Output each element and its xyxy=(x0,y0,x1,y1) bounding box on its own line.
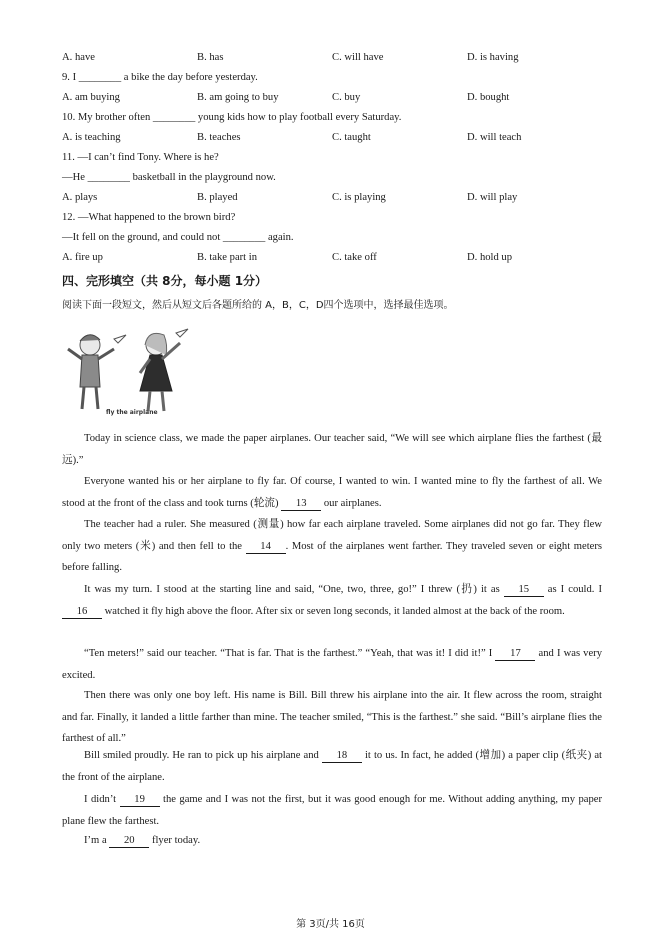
passage-paragraph-9 xyxy=(62,830,602,852)
blank-20: 20 xyxy=(109,835,149,848)
passage-text: “Ten meters!” said our teacher. “That is far. That is the farthest.” “Yeah, that was it! I did it!” I xyxy=(84,648,496,659)
q10-option-a: A. is teaching xyxy=(62,132,121,143)
blank-17: 17 xyxy=(495,648,535,661)
q8-option-a: A. have xyxy=(62,52,95,63)
q8-option-c: C. will have xyxy=(332,52,384,63)
q8-option-b: B. has xyxy=(197,52,224,63)
passage-paragraph-5 xyxy=(62,643,602,686)
page-footer: 第 3页/共 16页 xyxy=(296,919,365,930)
illustration-caption: fly the airplane xyxy=(106,409,158,416)
passage-text: . Most of the airplanes went farther. They traveled seven or eight meters before falling. xyxy=(62,540,602,573)
q10-option-d: D. will teach xyxy=(467,132,522,143)
passage-paragraph-1: Today in science class, we made the paper airplanes. Our teacher said, “We will see which airplane flies the farthest (最远).” xyxy=(62,433,602,466)
passage-text: Everyone wanted his or her airplane to fly far. Of course, I wanted to win. I wanted mine to fly the farthest of all. We stood at the front of the class and took turns (轮流) xyxy=(62,476,602,509)
passage-text: as I could. I xyxy=(543,584,602,595)
illustration-fly-airplane xyxy=(64,325,192,421)
q10-option-c: C. taught xyxy=(332,132,371,143)
q9-option-d: D. bought xyxy=(467,92,510,103)
passage-text: The teacher had a ruler. She measured (测量) how far each airplane traveled. Some airplanes did not go far. They flew only two meters (米) and then fell to the xyxy=(62,519,602,552)
q11-option-d: D. will play xyxy=(467,192,518,203)
passage-paragraph-3 xyxy=(62,514,602,579)
passage-text: our airplanes. xyxy=(321,497,382,509)
section-title: 四、完形填空（共 8分，每小题 1分） xyxy=(62,274,268,288)
q12-option-c: C. take off xyxy=(332,252,377,263)
q12-option-d: D. hold up xyxy=(467,252,513,263)
q9-option-c: C. buy xyxy=(332,92,361,103)
passage-text: Bill smiled proudly. He ran to pick up his airplane and xyxy=(84,750,322,761)
passage-text: watched it fly high above the floor. After six or seven long seconds, it landed almost at the back of the room. xyxy=(102,605,565,617)
q10-stem: 10. My brother often ________ young kids how to play football every Saturday. xyxy=(62,112,402,123)
passage-text: it to us. In fact, he added (增加) a paper clip (纸夹) at the front of the airplane. xyxy=(62,750,602,783)
passage-paragraph-6: Then there was only one boy left. His name is Bill. Bill threw his airplane into the air. It flew across the room, straight and far. Finally, it landed a little farther than mine. The teacher smiled, “This is the farthest.” she said. “Bill’s airplane flies the farthest of all.” xyxy=(62,690,602,744)
passage-paragraph-8 xyxy=(62,789,602,832)
q11-option-a: A. plays xyxy=(62,192,98,203)
q12-option-b: B. take part in xyxy=(197,252,258,263)
blank-19: 19 xyxy=(120,794,160,807)
q12-stem-1: 12. —What happened to the brown bird? xyxy=(62,212,236,223)
q11-option-b: B. played xyxy=(197,192,238,203)
q9-option-b: B. am going to buy xyxy=(197,92,279,103)
blank-15: 15 xyxy=(504,584,544,597)
blank-13: 13 xyxy=(281,498,321,511)
passage-text: flyer today. xyxy=(149,835,201,846)
passage-text: It was my turn. I stood at the starting line and said, “One, two, three, go!” I threw (扔) it as xyxy=(84,584,504,595)
q9-stem: 9. I ________ a bike the day before yesterday. xyxy=(62,72,258,83)
kids-airplane-drawing xyxy=(64,325,192,421)
passage-paragraph-2 xyxy=(62,471,602,514)
blank-16: 16 xyxy=(62,606,102,619)
q10-option-b: B. teaches xyxy=(197,132,241,143)
q9-option-a: A. am buying xyxy=(62,92,120,103)
passage-text: I didn’t xyxy=(84,794,120,805)
passage-text: the game and I was not the first, but it was good enough for me. Without adding anything, my paper plane flew the farthest. xyxy=(62,794,602,827)
passage-text: and I was very excited. xyxy=(62,648,603,681)
passage-paragraph-7 xyxy=(62,745,602,788)
q11-stem-1: 11. —I can’t find Tony. Where is he? xyxy=(62,152,219,163)
q11-option-c: C. is playing xyxy=(332,192,386,203)
blank-14: 14 xyxy=(246,541,286,554)
section-instruction: 阅读下面一段短文，然后从短文后各题所给的 A，B，C，D四个选项中，选择最佳选项。 xyxy=(62,300,454,311)
q11-stem-2: —He ________ basketball in the playground now. xyxy=(62,172,276,183)
passage-paragraph-4 xyxy=(62,579,602,622)
q8-option-d: D. is having xyxy=(467,52,519,63)
passage-text: I’m a xyxy=(84,835,110,846)
blank-18: 18 xyxy=(322,750,362,763)
q12-stem-2: —It fell on the ground, and could not ________ again. xyxy=(62,232,294,243)
q12-option-a: A. fire up xyxy=(62,252,103,263)
